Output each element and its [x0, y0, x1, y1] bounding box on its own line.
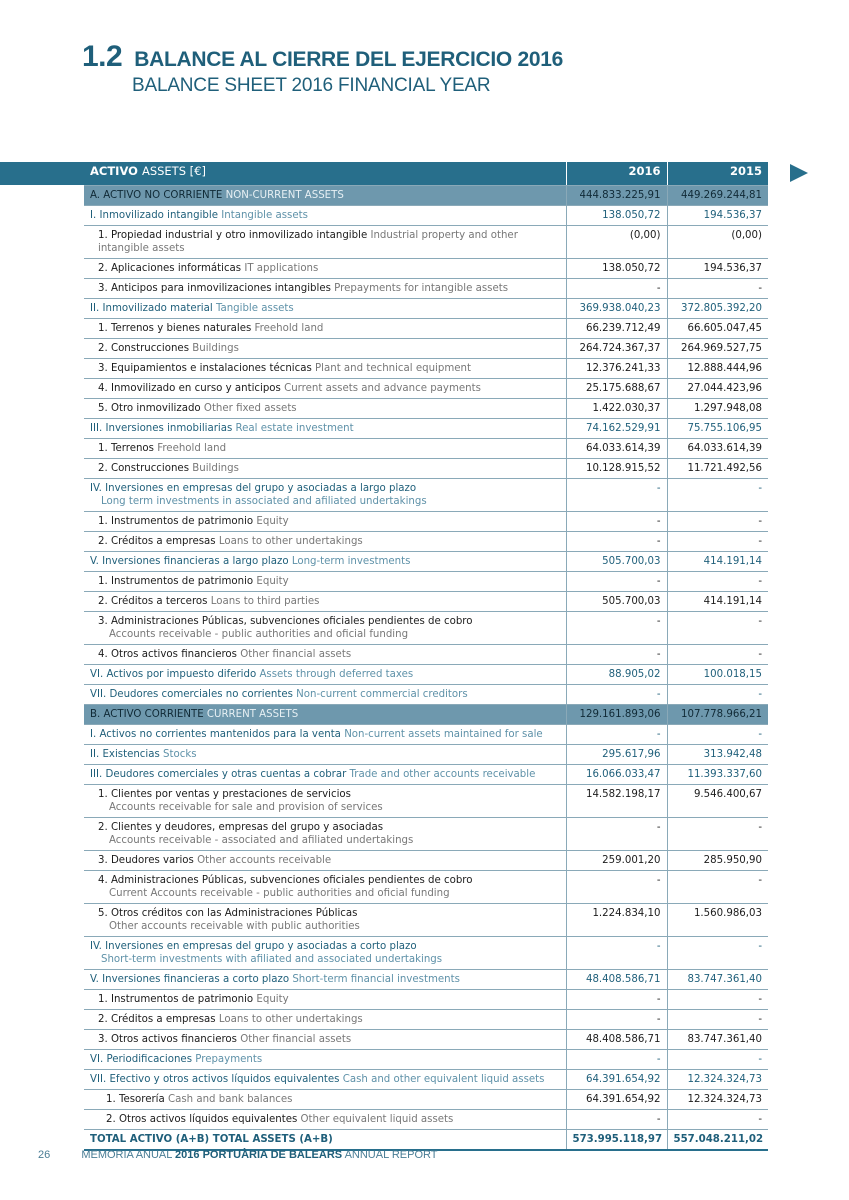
table-row	[84, 785, 768, 818]
row-label-es: 3. Otros activos financieros	[98, 1034, 237, 1045]
page-title: BALANCE AL CIERRE DEL EJERCICIO 2016	[134, 48, 563, 71]
row-label-en: Buildings	[192, 463, 239, 474]
row-label-en: Assets through deferred taxes	[259, 669, 414, 680]
table-row	[84, 459, 768, 479]
row-label	[84, 745, 566, 765]
group-row	[84, 685, 768, 705]
row-label-en: Other financial assets	[240, 1034, 352, 1045]
value-2015: 12.324.324,73	[667, 1090, 768, 1110]
value-2016: -	[566, 645, 667, 665]
value-2015: -	[667, 871, 768, 904]
value-2015: 414.191,14	[667, 592, 768, 612]
row-label-es: II. Existencias	[90, 749, 160, 760]
row-label-es: VII. Deudores comerciales no corrientes	[90, 689, 293, 700]
value-2016: 48.408.586,71	[566, 970, 667, 990]
table-row	[84, 572, 768, 592]
row-label-es: 1. Clientes por ventas y prestaciones de servicios	[98, 789, 351, 800]
table-row	[84, 818, 768, 851]
value-2016: -	[566, 1010, 667, 1030]
page-heading	[82, 40, 563, 97]
table-row	[84, 379, 768, 399]
row-label-es: 1. Propiedad industrial y otro inmovilizado intangible	[98, 230, 368, 241]
table-header-row	[84, 162, 768, 186]
row-label	[84, 904, 566, 937]
row-label	[84, 1070, 566, 1090]
row-label-en: Non-current assets maintained for sale	[344, 729, 543, 740]
row-label-en: Short-term investments with afiliated and associated undertakings	[101, 954, 443, 965]
table-row	[84, 359, 768, 379]
row-label-en: Intangible assets	[221, 210, 308, 221]
value-2016: 295.617,96	[566, 745, 667, 765]
row-label	[84, 532, 566, 552]
next-page-arrow-icon[interactable]	[790, 164, 808, 182]
balance-sheet-table	[84, 162, 768, 1151]
group-row	[84, 299, 768, 319]
value-2015: 264.969.527,75	[667, 339, 768, 359]
column-header-2016: 2016	[566, 162, 667, 186]
value-2016: 14.582.198,17	[566, 785, 667, 818]
row-label-es: 1. Terrenos	[98, 443, 154, 454]
value-2016: 573.995.118,97	[566, 1130, 667, 1151]
row-label-es: 1. Terrenos y bienes naturales	[98, 323, 252, 334]
row-label-en: Prepayments for intangible assets	[334, 283, 509, 294]
row-label	[84, 319, 566, 339]
page-footer	[38, 1149, 438, 1161]
row-label-es: V. Inversiones financieras a largo plazo	[90, 556, 289, 567]
value-2016: -	[566, 479, 667, 512]
row-label-es: 4. Otros activos financieros	[98, 649, 237, 660]
row-label	[84, 359, 566, 379]
value-2016: -	[566, 818, 667, 851]
row-label	[84, 419, 566, 439]
table-row	[84, 279, 768, 299]
row-label-en: Trade and other accounts receivable	[349, 769, 536, 780]
group-row	[84, 725, 768, 745]
row-label-en: Other accounts receivable	[197, 855, 332, 866]
page-subtitle: BALANCE SHEET 2016 FINANCIAL YEAR	[132, 75, 491, 96]
footer-suffix: ANNUAL REPORT	[344, 1149, 438, 1161]
row-label-en: Current assets and advance payments	[284, 383, 481, 394]
table-body	[84, 186, 768, 1151]
row-label	[84, 512, 566, 532]
value-2015: 414.191,14	[667, 552, 768, 572]
value-2015: -	[667, 479, 768, 512]
row-label	[84, 1090, 566, 1110]
row-label	[84, 479, 566, 512]
value-2016: 138.050,72	[566, 259, 667, 279]
row-label-en: Accounts receivable - associated and afiliated undertakings	[109, 835, 414, 846]
row-label-en: Other accounts receivable with public authorities	[109, 921, 360, 932]
group-row	[84, 552, 768, 572]
table-row	[84, 532, 768, 552]
row-label	[84, 937, 566, 970]
value-2015: 285.950,90	[667, 851, 768, 871]
row-label	[84, 279, 566, 299]
row-label-es: IV. Inversiones en empresas del grupo y asociadas a largo plazo	[90, 483, 417, 494]
value-2016: -	[566, 512, 667, 532]
value-2016: -	[566, 612, 667, 645]
row-label-es: 2. Créditos a terceros	[98, 596, 208, 607]
row-label	[84, 851, 566, 871]
table-row	[84, 904, 768, 937]
row-label-es: 2. Construcciones	[98, 343, 190, 354]
value-2015: 313.942,48	[667, 745, 768, 765]
table-row	[84, 1010, 768, 1030]
section-number: 1.2	[82, 40, 123, 73]
row-label	[84, 339, 566, 359]
value-2015: -	[667, 725, 768, 745]
value-2015: -	[667, 990, 768, 1010]
value-2016: 10.128.915,52	[566, 459, 667, 479]
table-row	[84, 339, 768, 359]
value-2016: -	[566, 1050, 667, 1070]
row-label-es: 2. Construcciones	[98, 463, 190, 474]
row-label-en: Industrial property and other intangible assets	[98, 230, 518, 254]
row-label-en: Cash and bank balances	[168, 1094, 293, 1105]
value-2016: -	[566, 685, 667, 705]
row-label	[84, 226, 566, 259]
header-band	[0, 162, 84, 185]
row-label-en: Tangible assets	[215, 303, 294, 314]
value-2015: -	[667, 572, 768, 592]
footer-prefix: MEMORIA ANUAL	[81, 1149, 172, 1161]
value-2016: -	[566, 871, 667, 904]
row-label-en: Other fixed assets	[203, 403, 297, 414]
row-label-es: TOTAL ACTIVO (A+B)	[90, 1134, 210, 1145]
row-label-en: Loans to other undertakings	[218, 536, 363, 547]
row-label-es: 4. Administraciones Públicas, subvenciones oficiales pendientes de cobro	[98, 875, 473, 886]
value-2016: 1.422.030,37	[566, 399, 667, 419]
column-header-label: ACTIVO ASSETS [€]	[84, 162, 566, 186]
row-label-es: 2. Clientes y deudores, empresas del grupo y asociadas	[98, 822, 384, 833]
row-label-es: 3. Equipamientos e instalaciones técnicas	[98, 363, 312, 374]
row-label-en: Stocks	[163, 749, 197, 760]
row-label-en: Other equivalent liquid assets	[300, 1114, 454, 1125]
value-2016: 264.724.367,37	[566, 339, 667, 359]
row-label-en: Other financial assets	[240, 649, 352, 660]
value-2016: -	[566, 532, 667, 552]
value-2015: 449.269.244,81	[667, 186, 768, 206]
table-row	[84, 399, 768, 419]
row-label-en: Non-current commercial creditors	[296, 689, 468, 700]
row-label	[84, 725, 566, 745]
section-row	[84, 186, 768, 206]
table-row	[84, 512, 768, 532]
value-2016: 66.239.712,49	[566, 319, 667, 339]
value-2015: 27.044.423,96	[667, 379, 768, 399]
row-label	[84, 299, 566, 319]
table-row	[84, 1030, 768, 1050]
row-label-es: V. Inversiones financieras a corto plazo	[90, 974, 290, 985]
value-2015: 9.546.400,67	[667, 785, 768, 818]
row-label-en: Freehold land	[254, 323, 324, 334]
value-2015: -	[667, 512, 768, 532]
value-2015: -	[667, 1050, 768, 1070]
row-label	[84, 990, 566, 1010]
value-2016: (0,00)	[566, 226, 667, 259]
value-2016: -	[566, 1110, 667, 1130]
row-label-es: VII. Efectivo y otros activos líquidos equivalentes	[90, 1074, 340, 1085]
value-2016: 369.938.040,23	[566, 299, 667, 319]
row-label-es: 2. Aplicaciones informáticas	[98, 263, 242, 274]
value-2016: 12.376.241,33	[566, 359, 667, 379]
value-2016: -	[566, 279, 667, 299]
row-label	[84, 459, 566, 479]
row-label-es: VI. Activos por impuesto diferido	[90, 669, 257, 680]
group-row	[84, 745, 768, 765]
group-row	[84, 206, 768, 226]
value-2015: (0,00)	[667, 226, 768, 259]
row-label-es: 4. Inmovilizado en curso y anticipos	[98, 383, 281, 394]
group-row	[84, 479, 768, 512]
value-2015: -	[667, 645, 768, 665]
value-2015: 100.018,15	[667, 665, 768, 685]
row-label	[84, 970, 566, 990]
row-label-es: I. Activos no corrientes mantenidos para la venta	[90, 729, 341, 740]
value-2015: 1.297.948,08	[667, 399, 768, 419]
table-row	[84, 990, 768, 1010]
row-label	[84, 1130, 566, 1151]
row-label-en: Accounts receivable for sale and provision of services	[109, 802, 383, 813]
row-label-en: Plant and technical equipment	[315, 363, 471, 374]
value-2016: 64.033.614,39	[566, 439, 667, 459]
table-row	[84, 259, 768, 279]
value-2015: 557.048.211,02	[667, 1130, 768, 1151]
value-2016: -	[566, 725, 667, 745]
value-2015: 194.536,37	[667, 206, 768, 226]
value-2016: -	[566, 937, 667, 970]
value-2015: 66.605.047,45	[667, 319, 768, 339]
row-label	[84, 685, 566, 705]
row-label	[84, 1110, 566, 1130]
row-label	[84, 1030, 566, 1050]
table-row	[84, 226, 768, 259]
value-2016: 74.162.529,91	[566, 419, 667, 439]
row-label-en: Prepayments	[195, 1054, 263, 1065]
group-row	[84, 665, 768, 685]
row-label-es: III. Inversiones inmobiliarias	[90, 423, 233, 434]
value-2016: 444.833.225,91	[566, 186, 667, 206]
row-label	[84, 871, 566, 904]
table-row	[84, 439, 768, 459]
row-label	[84, 645, 566, 665]
value-2015: 194.536,37	[667, 259, 768, 279]
row-label-es: I. Inmovilizado intangible	[90, 210, 218, 221]
row-label-es: 1. Instrumentos de patrimonio	[98, 576, 254, 587]
value-2016: 505.700,03	[566, 552, 667, 572]
row-label-es: 1. Tesorería	[106, 1094, 165, 1105]
row-label-es: 2. Otros activos líquidos equivalentes	[106, 1114, 298, 1125]
value-2015: -	[667, 818, 768, 851]
value-2016: 64.391.654,92	[566, 1070, 667, 1090]
row-label-en: Freehold land	[157, 443, 227, 454]
row-label-en: Loans to other undertakings	[218, 1014, 363, 1025]
row-label-es: 5. Otros créditos con las Administraciones Públicas	[98, 908, 358, 919]
group-row	[84, 1050, 768, 1070]
table-row	[84, 592, 768, 612]
row-label	[84, 379, 566, 399]
row-label-en: IT applications	[244, 263, 319, 274]
column-header-2015: 2015	[667, 162, 768, 186]
value-2015: 12.888.444,96	[667, 359, 768, 379]
row-label-en: Long term investments in associated and afiliated undertakings	[101, 496, 427, 507]
row-label-es: B. ACTIVO CORRIENTE	[90, 709, 204, 720]
row-label-en: Long-term investments	[291, 556, 411, 567]
row-label	[84, 592, 566, 612]
row-label	[84, 705, 566, 725]
table-row	[84, 645, 768, 665]
row-label	[84, 552, 566, 572]
group-row	[84, 1070, 768, 1090]
row-label-en: Current Accounts receivable - public authorities and oficial funding	[109, 888, 450, 899]
section-row	[84, 705, 768, 725]
row-label-es: 1. Instrumentos de patrimonio	[98, 516, 254, 527]
page-number: 26	[38, 1149, 51, 1161]
row-label-en: Equity	[256, 516, 289, 527]
row-label	[84, 399, 566, 419]
row-label-es: 2. Créditos a empresas	[98, 536, 216, 547]
value-2015: -	[667, 1010, 768, 1030]
row-label-es: 3. Anticipos para inmovilizaciones intangibles	[98, 283, 331, 294]
row-label-en: Loans to third parties	[210, 596, 320, 607]
row-label-es: 3. Deudores varios	[98, 855, 194, 866]
value-2015: -	[667, 279, 768, 299]
value-2016: 505.700,03	[566, 592, 667, 612]
value-2015: 75.755.106,95	[667, 419, 768, 439]
row-label-en: Cash and other equivalent liquid assets	[342, 1074, 545, 1085]
value-2016: 138.050,72	[566, 206, 667, 226]
table-row	[84, 1110, 768, 1130]
value-2015: 83.747.361,40	[667, 1030, 768, 1050]
value-2015: 107.778.966,21	[667, 705, 768, 725]
row-label-es: 3. Administraciones Públicas, subvenciones oficiales pendientes de cobro	[98, 616, 473, 627]
row-label	[84, 612, 566, 645]
value-2015: 64.033.614,39	[667, 439, 768, 459]
row-label	[84, 186, 566, 206]
row-label	[84, 572, 566, 592]
row-label-es: III. Deudores comerciales y otras cuentas a cobrar	[90, 769, 347, 780]
row-label	[84, 439, 566, 459]
row-label	[84, 206, 566, 226]
value-2015: -	[667, 1110, 768, 1130]
value-2016: -	[566, 572, 667, 592]
row-label-en: Real estate investment	[235, 423, 354, 434]
row-label-en: NON-CURRENT ASSETS	[225, 190, 344, 201]
row-label-es: 1. Instrumentos de patrimonio	[98, 994, 254, 1005]
group-row	[84, 419, 768, 439]
row-label	[84, 665, 566, 685]
value-2015: -	[667, 532, 768, 552]
value-2015: 11.721.492,56	[667, 459, 768, 479]
group-row	[84, 765, 768, 785]
row-label	[84, 818, 566, 851]
row-label	[84, 785, 566, 818]
table-row	[84, 319, 768, 339]
value-2016: 25.175.688,67	[566, 379, 667, 399]
value-2015: 1.560.986,03	[667, 904, 768, 937]
value-2016: 16.066.033,47	[566, 765, 667, 785]
row-label-en: CURRENT ASSETS	[206, 709, 299, 720]
value-2015: -	[667, 685, 768, 705]
value-2015: 11.393.337,60	[667, 765, 768, 785]
table-row	[84, 1090, 768, 1110]
value-2015: -	[667, 612, 768, 645]
row-label	[84, 259, 566, 279]
row-label-en: Equity	[256, 994, 289, 1005]
table-row	[84, 612, 768, 645]
value-2016: 259.001,20	[566, 851, 667, 871]
value-2016: 48.408.586,71	[566, 1030, 667, 1050]
row-label-en: Short-term financial investments	[292, 974, 460, 985]
row-label-es: A. ACTIVO NO CORRIENTE	[90, 190, 223, 201]
value-2016: 129.161.893,06	[566, 705, 667, 725]
footer-bold: 2016 PORTUÀRIA DE BALEARS	[175, 1149, 343, 1161]
value-2015: -	[667, 937, 768, 970]
row-label-es: II. Inmovilizado material	[90, 303, 213, 314]
group-row	[84, 970, 768, 990]
value-2016: 1.224.834,10	[566, 904, 667, 937]
row-label-es: 2. Créditos a empresas	[98, 1014, 216, 1025]
value-2016: -	[566, 990, 667, 1010]
value-2015: 372.805.392,20	[667, 299, 768, 319]
table-row	[84, 851, 768, 871]
row-label-en: TOTAL ASSETS (A+B)	[212, 1134, 333, 1145]
total-row	[84, 1130, 768, 1151]
value-2015: 12.324.324,73	[667, 1070, 768, 1090]
row-label-es: 5. Otro inmovilizado	[98, 403, 201, 414]
row-label-en: Equity	[256, 576, 289, 587]
value-2016: 64.391.654,92	[566, 1090, 667, 1110]
row-label	[84, 765, 566, 785]
value-2016: 88.905,02	[566, 665, 667, 685]
row-label-es: VI. Periodificaciones	[90, 1054, 193, 1065]
group-row	[84, 937, 768, 970]
value-2015: 83.747.361,40	[667, 970, 768, 990]
row-label-es: IV. Inversiones en empresas del grupo y asociadas a corto plazo	[90, 941, 417, 952]
row-label	[84, 1050, 566, 1070]
row-label-en: Buildings	[192, 343, 239, 354]
table-row	[84, 871, 768, 904]
row-label-en: Accounts receivable - public authorities and oficial funding	[109, 629, 409, 640]
row-label	[84, 1010, 566, 1030]
